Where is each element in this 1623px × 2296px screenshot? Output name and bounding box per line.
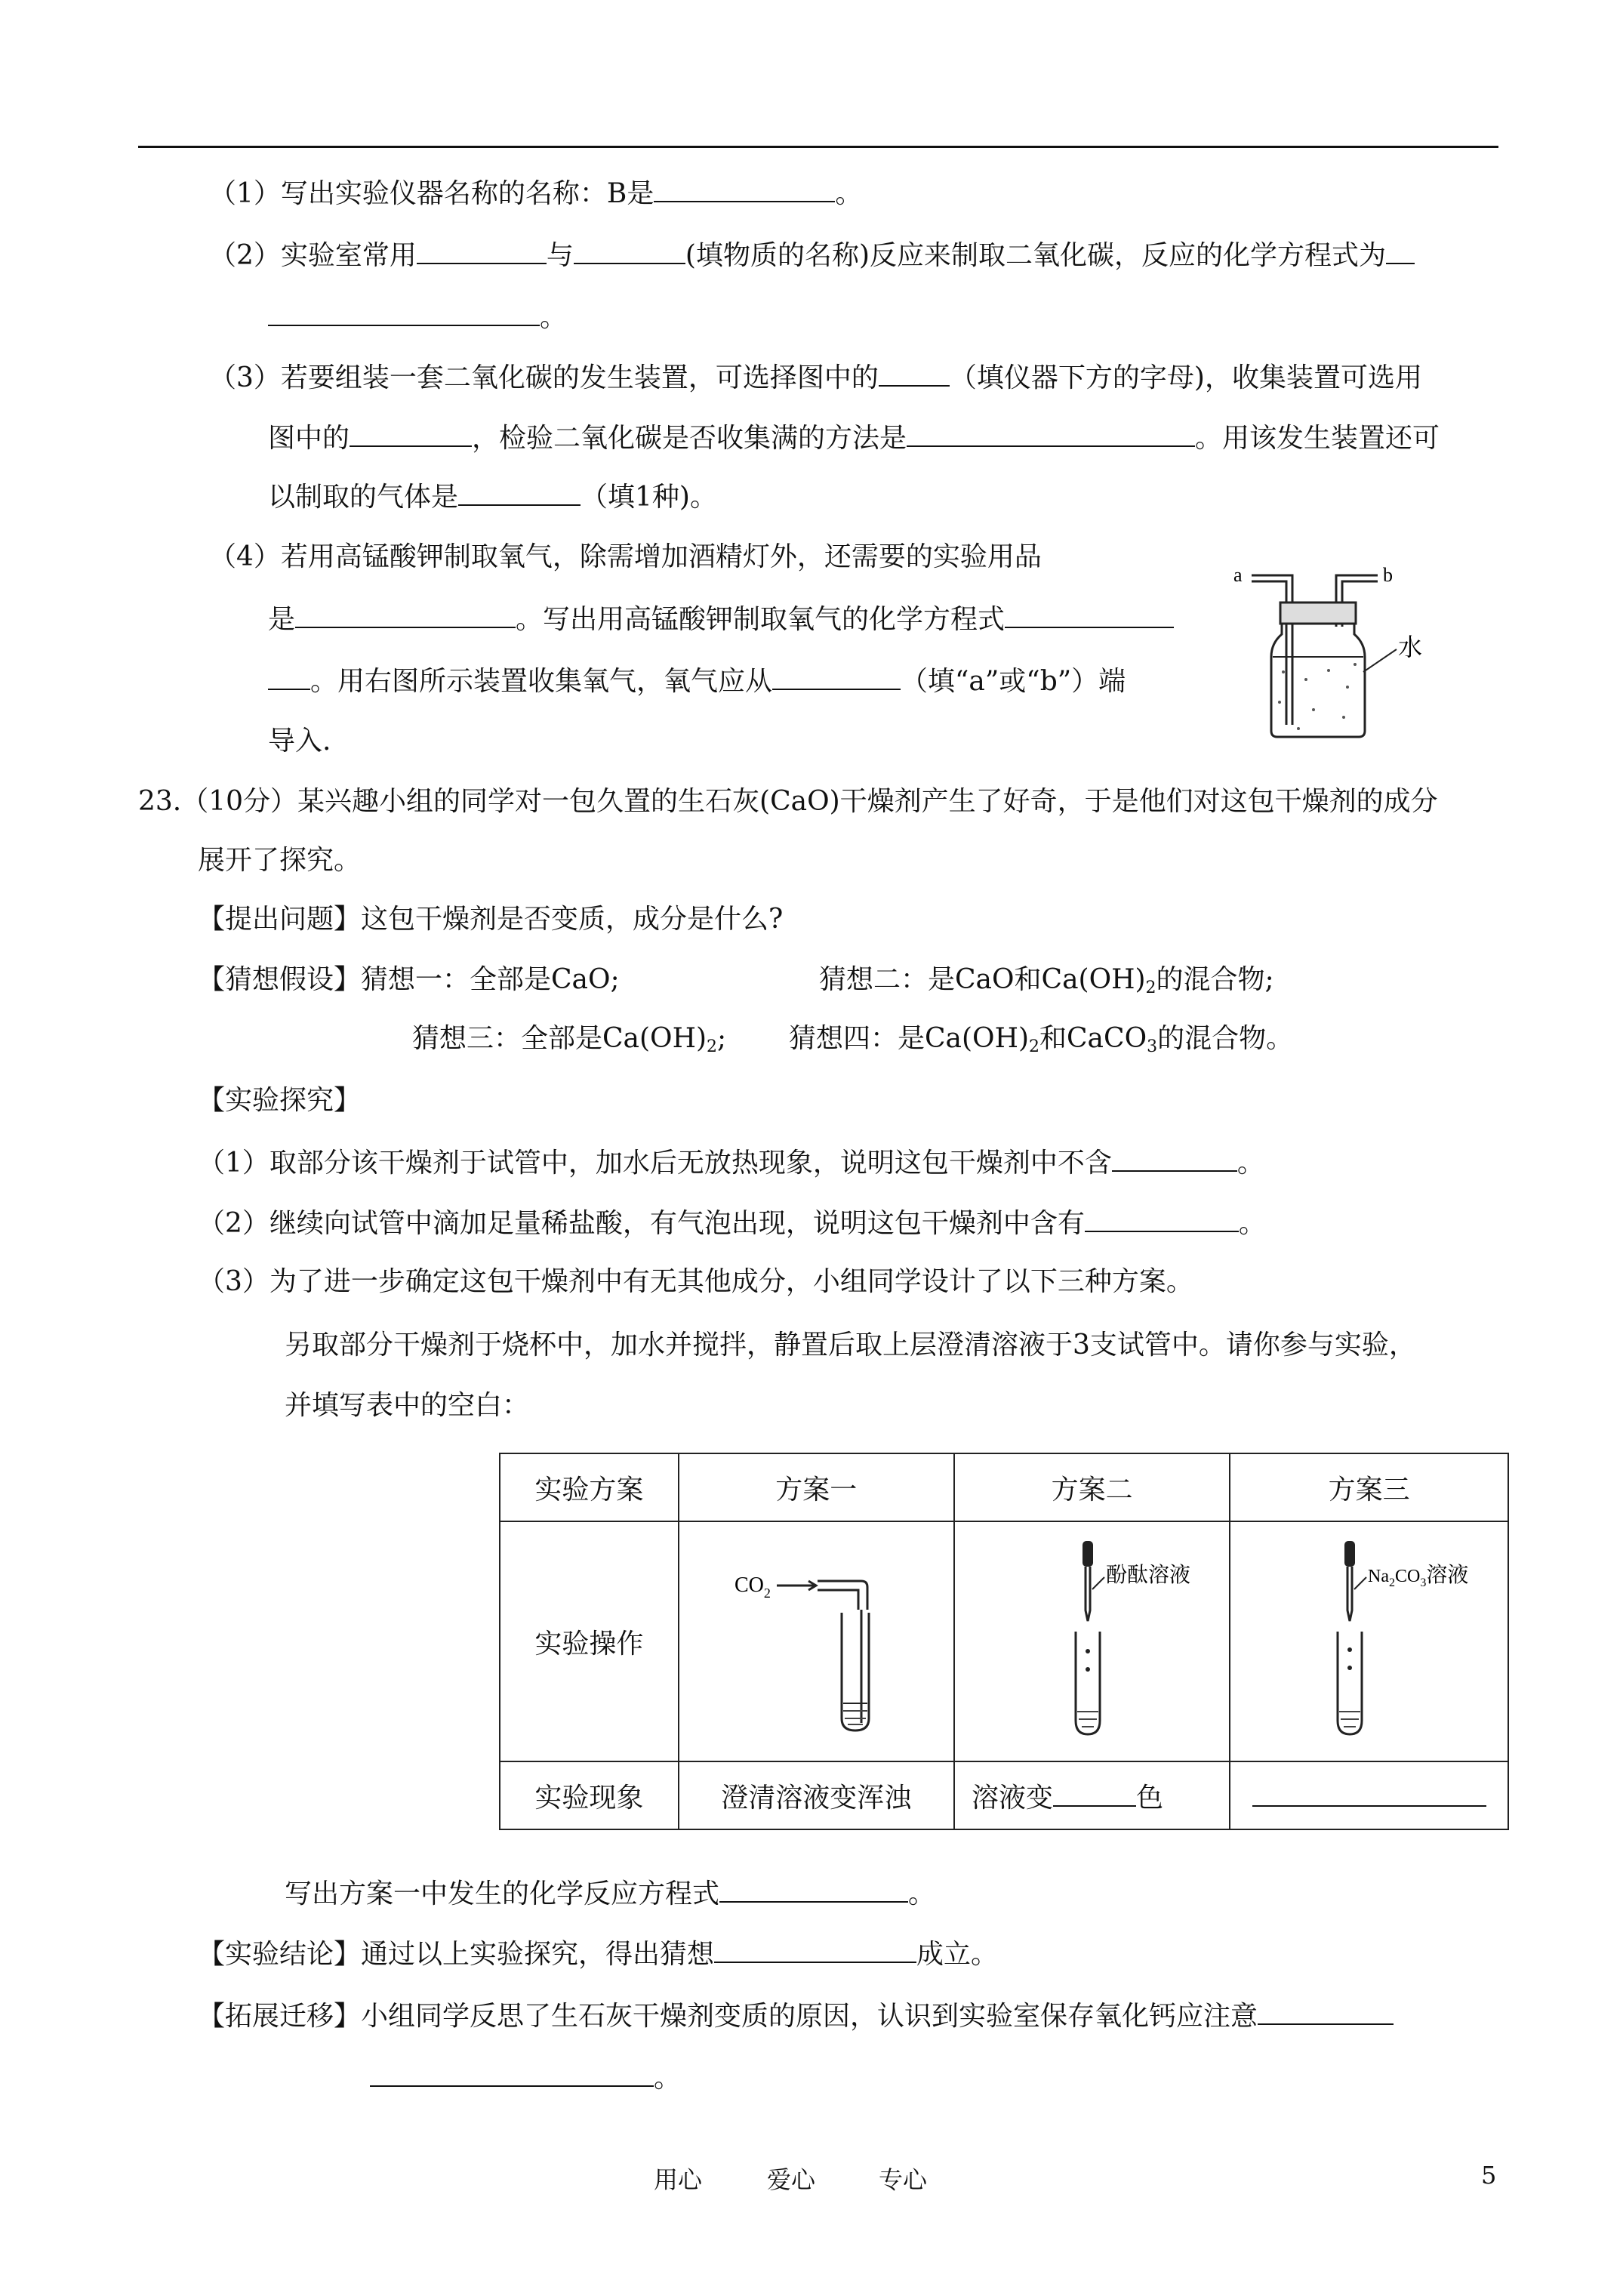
blank[interactable] bbox=[1005, 599, 1174, 628]
blank[interactable] bbox=[370, 2058, 654, 2087]
explore-1: （1）取部分该干燥剂于试管中，加水后无放热现象，说明这包干燥剂中不含 。 bbox=[198, 1143, 1264, 1182]
phenolphthalein-figure bbox=[979, 1536, 1206, 1740]
blank[interactable] bbox=[268, 661, 310, 690]
header-rule bbox=[138, 146, 1498, 148]
blank[interactable] bbox=[417, 236, 547, 264]
sodium-carbonate-figure bbox=[1249, 1536, 1490, 1740]
footer-motto-2: 爱心 bbox=[767, 2165, 816, 2194]
label-water: 水 bbox=[1398, 633, 1423, 661]
blank[interactable] bbox=[719, 1874, 908, 1903]
gas-bottle-figure bbox=[1223, 559, 1434, 740]
q22-p3-line2: 图中的 ，检验二氧化碳是否收集满的方法是 。用该发生装置还可 bbox=[268, 418, 1440, 457]
blank[interactable] bbox=[574, 236, 685, 264]
row-label: 实验现象 bbox=[500, 1761, 679, 1829]
blank[interactable] bbox=[772, 661, 901, 690]
hypothesis-4: 猜想四：是$Ca(OH)_2$和CaCO$_3$的混合物。 bbox=[789, 1023, 1294, 1056]
q22-p1: （1）写出实验仪器名称的名称：B是 。 bbox=[209, 174, 862, 212]
hypothesis-2: 猜想二：是CaO和$Ca(OH)_2$的混合物; bbox=[819, 964, 1274, 997]
blank[interactable] bbox=[1085, 1203, 1239, 1232]
svg-text:酚酞溶液: 酚酞溶液 bbox=[1105, 1561, 1190, 1587]
blank[interactable] bbox=[1112, 1143, 1237, 1172]
svg-text:Na2CO3溶液: $Na_2CO_3$溶液 bbox=[1367, 1561, 1468, 1589]
q22-p2-cont: 。 bbox=[268, 297, 567, 336]
q22-p3-line3: 以制取的气体是 （填1种)。 bbox=[268, 477, 717, 516]
q23-intro-cont: 展开了探究。 bbox=[198, 845, 362, 876]
hypothesis-row1: 【猜想假设】猜想一：全部是CaO; bbox=[198, 964, 620, 995]
explore-3: （3）为了进一步确定这包干燥剂中有无其他成分，小组同学设计了以下三种方案。 bbox=[198, 1266, 1193, 1297]
q22-p2: （2）实验室常用 与 (填物质的名称)反应来制取二氧化碳，反应的化学方程式为 bbox=[209, 236, 1415, 274]
table-header: 方案一 bbox=[679, 1453, 954, 1521]
svg-text:CO2: $CO_2$ bbox=[735, 1573, 771, 1601]
plan2-figure bbox=[954, 1521, 1230, 1761]
label-b: b bbox=[1383, 564, 1393, 586]
explore-tag: 【实验探究】 bbox=[198, 1085, 362, 1116]
blank[interactable] bbox=[1252, 1778, 1486, 1807]
observation-1: 澄清溶液变浑浊 bbox=[679, 1761, 954, 1829]
ask-problem: 【提出问题】这包干燥剂是否变质，成分是什么? bbox=[198, 904, 784, 935]
q22-p4-line3: 。用右图所示装置收集氧气，氧气应从 （填“a”或“b”）端 bbox=[268, 661, 1126, 700]
extension-line2: 。 bbox=[370, 2058, 681, 2097]
observation-3 bbox=[1230, 1761, 1508, 1829]
blank[interactable] bbox=[1053, 1778, 1136, 1807]
blank[interactable] bbox=[879, 358, 950, 387]
footer-motto-1: 用心 bbox=[654, 2165, 703, 2194]
blank[interactable] bbox=[714, 1934, 916, 1963]
q22-p3: （3）若要组装一套二氧化碳的发生装置，可选择图中的 （填仪器下方的字母)，收集装置可选用 bbox=[209, 358, 1422, 396]
q22-p4-line2: 是 。写出用高锰酸钾制取氧气的化学方程式 bbox=[268, 599, 1174, 638]
blank[interactable] bbox=[268, 297, 540, 326]
table-header: 方案三 bbox=[1230, 1453, 1508, 1521]
explore-2: （2）继续向试管中滴加足量稀盐酸，有气泡出现，说明这包干燥剂中含有 。 bbox=[198, 1203, 1266, 1242]
table-header: 实验方案 bbox=[500, 1453, 679, 1521]
conclusion-line: 【实验结论】通过以上实验探究，得出猜想 成立。 bbox=[198, 1934, 998, 1973]
q23-intro: 23.（10分）某兴趣小组的同学对一包久置的生石灰(CaO)干燥剂产生了好奇，于是他们对这包干燥剂的成分 bbox=[138, 786, 1438, 817]
experiment-table bbox=[499, 1453, 1509, 1830]
co2-tube-figure bbox=[703, 1540, 929, 1737]
blank[interactable] bbox=[654, 174, 835, 202]
blank[interactable] bbox=[295, 599, 516, 628]
plan1-figure bbox=[679, 1521, 954, 1761]
blank[interactable] bbox=[907, 418, 1195, 447]
table-header: 方案二 bbox=[954, 1453, 1230, 1521]
explore-3-line2: 另取部分干燥剂于烧杯中，加水并搅拌，静置后取上层澄清溶液于3支试管中。请你参与实验， bbox=[285, 1330, 1416, 1361]
row-label: 实验操作 bbox=[500, 1521, 679, 1761]
blank[interactable] bbox=[1386, 236, 1415, 264]
equation-line: 写出方案一中发生的化学反应方程式 。 bbox=[285, 1874, 935, 1912]
q22-p4-line4: 导入. bbox=[268, 726, 331, 757]
observation-2: 溶液变 色 bbox=[954, 1761, 1230, 1829]
q22-p4: （4）若用高锰酸钾制取氧气，除需增加酒精灯外，还需要的实验用品 bbox=[209, 541, 1042, 572]
blank[interactable] bbox=[458, 477, 581, 506]
extension-line: 【拓展迁移】小组同学反思了生石灰干燥剂变质的原因，认识到实验室保存氧化钙应注意 bbox=[198, 1996, 1394, 2035]
explore-3-line3: 并填写表中的空白： bbox=[285, 1390, 530, 1421]
blank[interactable] bbox=[350, 418, 472, 447]
blank[interactable] bbox=[1258, 1996, 1394, 2025]
plan3-figure bbox=[1230, 1521, 1508, 1761]
hypothesis-3: 猜想三：全部是$Ca(OH)_2$; bbox=[412, 1023, 727, 1056]
footer-motto-3: 专心 bbox=[879, 2165, 928, 2194]
page-number: 5 bbox=[1481, 2161, 1497, 2190]
label-a: a bbox=[1233, 564, 1243, 586]
